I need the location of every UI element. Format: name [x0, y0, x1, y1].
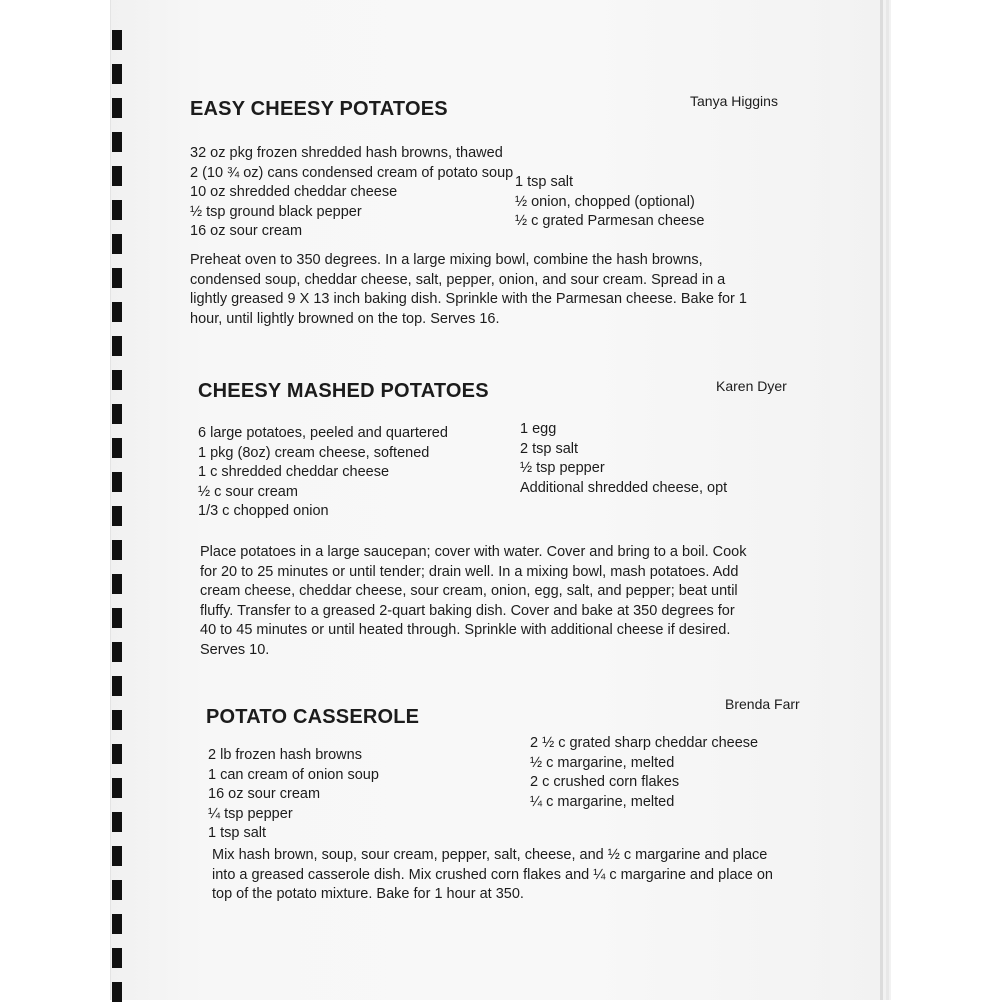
recipe-title: CHEESY MASHED POTATOES [198, 380, 489, 402]
binding-hole [112, 166, 122, 186]
binding-hole [112, 234, 122, 254]
ingredients-right [530, 734, 758, 812]
recipe-cheesy-mashed-potatoes [198, 380, 818, 660]
binding-hole [112, 472, 122, 492]
recipe-author: Brenda Farr [725, 696, 800, 712]
recipe-instructions: Preheat oven to 350 degrees. In a large mixing bowl, combine the hash browns, condensed soup, cheddar cheese, salt, pepper, onion, and sour cream. Spread in a lightly greased 9 X 13 inch baking dish. Sprinkle with the Parmesan cheese. Bake for 1 hour, until lightly browned on the top. Serves 16. [190, 252, 747, 327]
ingredient: 2 c crushed corn flakes [530, 774, 680, 790]
ingredient: 2 lb frozen hash browns [208, 747, 362, 763]
ingredient: 2 tsp salt [520, 440, 579, 457]
ingredient: ¼ c margarine, melted [530, 793, 675, 810]
binding-hole [112, 948, 122, 968]
binding-hole [112, 438, 122, 458]
binding-hole [112, 880, 122, 900]
ingredient: 2 (10 ¾ oz) cans condensed cream of potato soup [190, 164, 514, 181]
binding-hole [112, 30, 122, 50]
binding-hole [112, 506, 122, 526]
binding-hole [112, 846, 122, 866]
recipe-easy-cheesy-potatoes [190, 93, 810, 328]
ingredient: ½ c sour cream [198, 483, 298, 500]
binding-hole [112, 540, 122, 560]
recipe-title: EASY CHEESY POTATOES [190, 98, 448, 120]
recipe-potato-casserole [206, 696, 826, 916]
ingredient: ½ onion, chopped (optional) [515, 193, 695, 210]
ingredients-left [190, 144, 513, 242]
ingredient: 2 ½ c grated sharp cheddar cheese [530, 735, 759, 751]
ingredient: 32 oz pkg frozen shredded hash browns, thawed [190, 145, 503, 161]
ingredient: 1 egg [520, 421, 557, 437]
ingredients-right [515, 173, 704, 232]
binding-hole [112, 982, 122, 1002]
binding-hole [112, 200, 122, 220]
recipe-instructions: Place potatoes in a large saucepan; cover with water. Cover and bring to a boil. Cook for 20 to 25 minutes or until tender; drain well. In a mixing bowl, mash potatoes. Add cream cheese, cheddar cheese, sour cream, onion, egg, salt, and pepper; beat until fluffy. Transfer to a greased 2-quart baking dish. Cover and bake at 350 degrees for 40 to 45 minutes or until heated through. Sprinkle with additional cheese if desired. Serves 10. [200, 544, 747, 658]
ingredients-left [198, 424, 448, 522]
binding-hole [112, 710, 122, 730]
ingredient: 1 tsp salt [208, 825, 267, 841]
binding-hole [112, 642, 122, 662]
binding-hole [112, 778, 122, 798]
ingredient: ½ c grated Parmesan cheese [515, 213, 705, 229]
ingredient: 1/3 c chopped onion [198, 503, 329, 519]
recipe-title: POTATO CASSEROLE [206, 706, 420, 728]
binding-hole [112, 98, 122, 118]
recipe-author: Karen Dyer [716, 378, 787, 394]
binding-hole [112, 404, 122, 424]
ingredients-right [520, 420, 727, 498]
ingredient: ¼ tsp pepper [208, 805, 293, 822]
binding-hole [112, 302, 122, 322]
binding-hole [112, 370, 122, 390]
binding-hole [112, 744, 122, 764]
binding-hole [112, 336, 122, 356]
ingredient: Additional shredded cheese, opt [520, 479, 728, 496]
ingredient: 6 large potatoes, peeled and quartered [198, 425, 448, 441]
binding-hole [112, 914, 122, 934]
ingredient: 1 pkg (8oz) cream cheese, softened [198, 444, 430, 461]
ingredient: 1 can cream of onion soup [208, 766, 379, 783]
recipe-author: Tanya Higgins [690, 93, 778, 109]
binding-hole [112, 676, 122, 696]
recipe-instructions: Mix hash brown, soup, sour cream, pepper, salt, cheese, and ½ c margarine and place into a greased casserole dish. Mix crushed corn flakes and ¼ c margarine and place on top of the potato mixture. Bake for 1 hour at 350. [212, 847, 773, 902]
ingredient: ½ tsp pepper [520, 460, 605, 476]
ingredient: ½ c margarine, melted [530, 754, 675, 771]
binding-hole [112, 574, 122, 594]
ingredient: ½ tsp ground black pepper [190, 203, 362, 220]
ingredient: 1 c shredded cheddar cheese [198, 464, 390, 480]
binding-hole [112, 268, 122, 288]
ingredient: 1 tsp salt [515, 174, 574, 190]
binding-hole [112, 812, 122, 832]
ingredient: 10 oz shredded cheddar cheese [190, 184, 398, 200]
page-edge [886, 0, 889, 1000]
binding-hole [112, 64, 122, 84]
ingredient: 16 oz sour cream [208, 786, 321, 802]
binding-hole [112, 132, 122, 152]
ingredients-left [208, 746, 379, 844]
binding-hole [112, 608, 122, 628]
page-edge [880, 0, 883, 1000]
ingredient: 16 oz sour cream [190, 223, 303, 239]
